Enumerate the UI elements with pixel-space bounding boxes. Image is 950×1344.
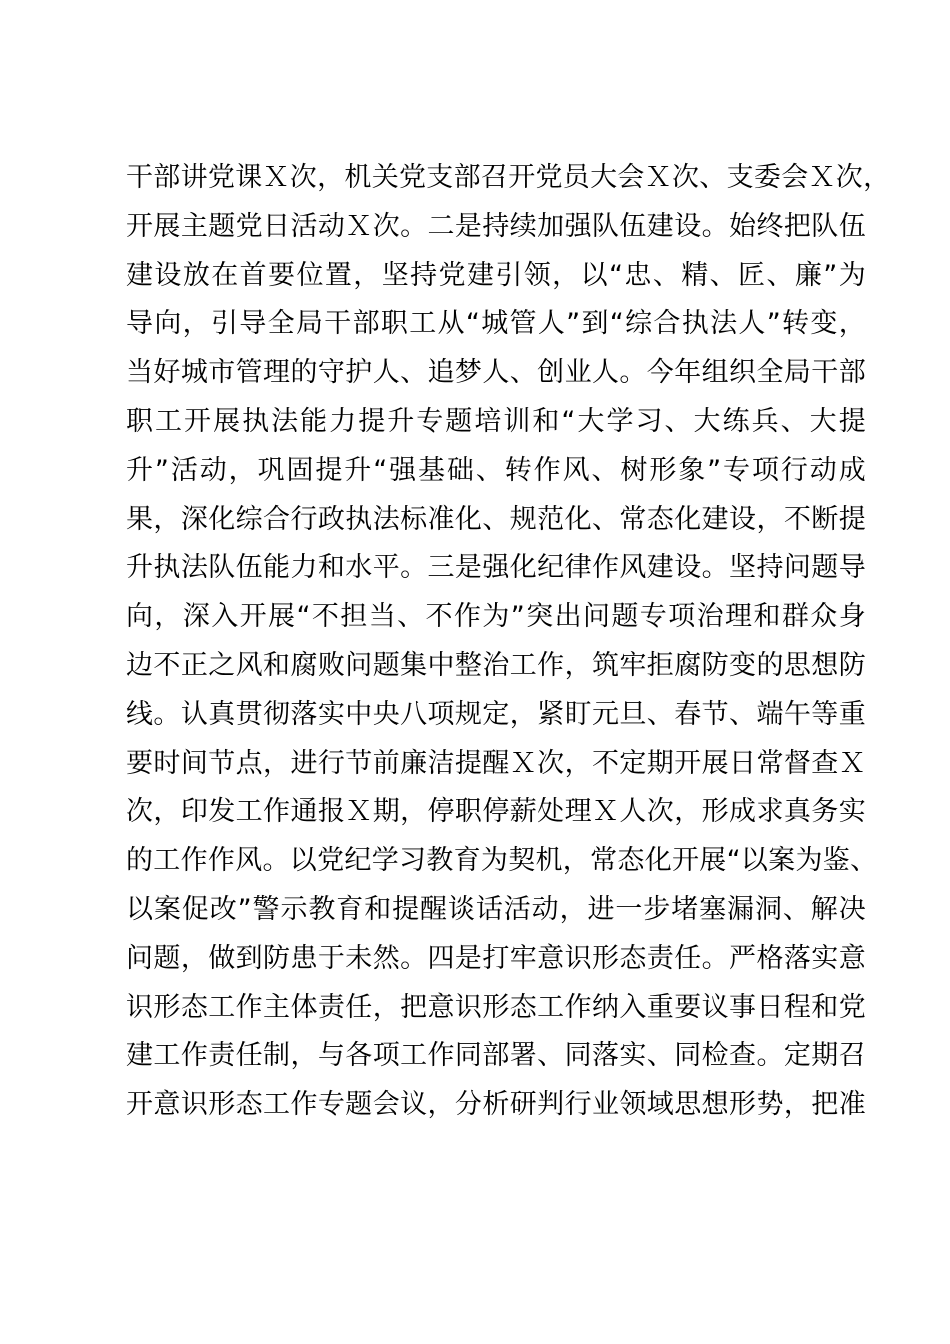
text-line: 次，印发工作通报Ｘ期，停职停薪处理Ｘ人次，形成求真务实: [126, 796, 866, 828]
text-line: 升”活动，巩固提升“强基础、转作风、树形象”专项行动成: [126, 454, 866, 486]
text-line: 当好城市管理的守护人、追梦人、创业人。今年组织全局干部: [126, 357, 866, 389]
body-paragraph: [126, 154, 891, 1130]
text-line: 要时间节点，进行节前廉洁提醒Ｘ次，不定期开展日常督查Ｘ: [126, 747, 866, 779]
text-line: 边不正之风和腐败问题集中整治工作，筑牢拒腐防变的思想防: [126, 649, 866, 681]
text-line: 职工开展执法能力提升专题培训和“大学习、大练兵、大提: [126, 405, 866, 437]
text-line: 的工作作风。以党纪学习教育为契机，常态化开展“以案为鉴、: [126, 845, 878, 877]
text-line: 识形态工作主体责任，把意识形态工作纳入重要议事日程和党: [126, 991, 866, 1023]
text-line: 线。认真贯彻落实中央八项规定，紧盯元旦、春节、端午等重: [126, 698, 866, 730]
text-line: 以案促改”警示教育和提醒谈话活动，进一步堵塞漏洞、解决: [126, 893, 866, 925]
text-line: 开展主题党日活动Ｘ次。二是持续加强队伍建设。始终把队伍: [126, 210, 866, 242]
text-line: 升执法队伍能力和水平。三是强化纪律作风建设。坚持问题导: [126, 552, 866, 584]
text-line: 问题，做到防患于未然。四是打牢意识形态责任。严格落实意: [126, 942, 866, 974]
text-line: 建设放在首要位置，坚持党建引领，以“忠、精、匠、廉”为: [126, 259, 866, 291]
text-line: 向，深入开展“不担当、不作为”突出问题专项治理和群众身: [126, 601, 866, 633]
text-line: 开意识形态工作专题会议，分析研判行业领域思想形势，把准: [126, 1089, 866, 1121]
text-line: 果，深化综合行政执法标准化、规范化、常态化建设，不断提: [126, 503, 866, 535]
text-line: 建工作责任制，与各项工作同部署、同落实、同检查。定期召: [126, 1040, 866, 1072]
text-line: 干部讲党课Ｘ次，机关党支部召开党员大会Ｘ次、支委会Ｘ次，: [126, 162, 891, 193]
text-line: 导向，引导全局干部职工从“城管人”到“综合执法人”转变，: [126, 308, 866, 340]
